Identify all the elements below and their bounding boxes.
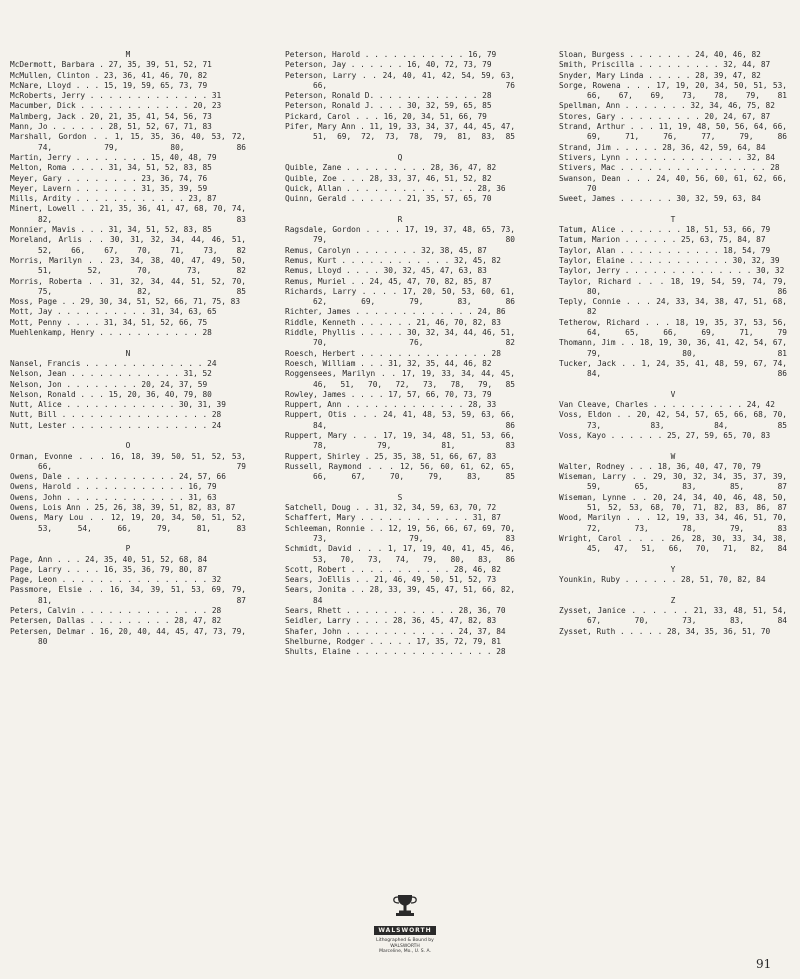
index-entry: Nelson, Jean . . . . . . . . . . . . 31, 52 xyxy=(10,369,212,379)
index-entry: Nutt, Bill . . . . . . . . . . . . . . . . 28 xyxy=(10,410,222,420)
index-entry: Mann, Jo . . . . . . 28, 51, 52, 67, 71, 83 xyxy=(10,122,212,132)
index-entry: Ruppert, Otis . . . 24, 41, 48, 53, 59, 63, 66, 84, 86 xyxy=(285,410,515,430)
index-entry: Richter, James . . . . . . . . . . . . . 24, 86 xyxy=(285,307,506,317)
index-entry: Voss, Eldon . . 20, 42, 54, 57, 65, 66, 68, 70, 73, 83, 84, 85 xyxy=(559,410,787,430)
index-entry: Rowley, James . . . . 17, 57, 66, 70, 73, 79 xyxy=(285,389,492,399)
index-entry: Passmore, Elsie . . 16, 34, 39, 51, 53, 69, 79, 81, 87 xyxy=(10,585,246,605)
index-entry: Strand, Jim . . . . . 28, 36, 42, 59, 64, 84 xyxy=(559,142,766,152)
index-entry: Shelburne, Rodger . . . . . 17, 35, 72, 79, 81 xyxy=(285,636,501,646)
index-section xyxy=(559,575,787,585)
index-entry: Mott, Penny . . . . 31, 34, 51, 52, 66, 75 xyxy=(10,317,208,327)
index-section xyxy=(10,359,246,431)
index-entry: Richards, Larry . . . . 17, 20, 50, 53, 60, 61, 62, 69, 79, 83, 86 xyxy=(285,286,515,307)
index-entry: Melton, Roma . . . . 31, 34, 51, 52, 83, 85 xyxy=(10,163,212,173)
index-entry: Pifer, Mary Ann . 11, 19, 33, 34, 37, 44, 45, 47, 51, 69, 72, 73, 78, 79, 81, 83, 85 xyxy=(285,122,516,142)
index-section xyxy=(10,452,246,534)
index-entry: Peterson, Harold . . . . . . . . . . . 16, 79 xyxy=(285,50,497,59)
index-entry: Morris, Roberta . . 31, 32, 34, 44, 51, 52, 70, 75, 82, 85 xyxy=(10,276,246,296)
index-column-2 xyxy=(285,50,515,668)
index-entry: Peterson, Jay . . . . . . 16, 40, 72, 73, 79 xyxy=(285,60,492,70)
index-entry: Page, Larry . . . . 16, 35, 36, 79, 80, 87 xyxy=(10,564,208,574)
index-entry: Remus, Muriel . . 24, 45, 47, 70, 82, 85, 87 xyxy=(285,276,492,286)
index-section xyxy=(285,503,515,657)
index-entry: Muehlenkamp, Henry . . . . . . . . . . . 28 xyxy=(10,328,212,338)
index-entry: Schmidt, David . . . 1, 17, 19, 40, 41, 45, 46, 53, 70, 73, 74, 79, 80, 83, 86 xyxy=(285,544,515,564)
index-column-1 xyxy=(10,50,246,658)
index-entry: Ruppert, Ann . . . . . . . . . . . . . 28, 33 xyxy=(285,400,497,410)
credit-line-2: WALSWORTH xyxy=(390,943,420,949)
index-entry: Taylor, Richard . . . 18, 19, 54, 59, 74, 79, 80, 86 xyxy=(559,276,787,296)
index-entry: Meyer, Lavern . . . . . . . 31, 35, 39, 59 xyxy=(10,183,208,193)
index-section xyxy=(559,50,787,204)
index-entry: Taylor, Alan . . . . . . . . . . . 18, 54, 79 xyxy=(559,245,771,255)
index-entry: Macumber, Dick . . . . . . . . . . . . 20, 23 xyxy=(10,101,222,111)
index-entry: Wood, Marilyn . . . 12, 19, 33, 34, 46, 51, 70, 72, 73, 78, 79, 83 xyxy=(559,513,787,533)
section-letter: V xyxy=(670,389,676,399)
printer-credit xyxy=(360,938,450,955)
index-entry: Wiseman, Larry . . 29, 30, 32, 34, 35, 37, 39, 59, 65, 83, 85, 87 xyxy=(559,472,787,492)
index-section xyxy=(559,225,787,379)
index-entry: Ruppert, Shirley . 25, 35, 38, 51, 66, 67, 83 xyxy=(285,451,497,461)
index-entry: Satchell, Doug . . 31, 32, 34, 59, 63, 70, 72 xyxy=(285,503,497,513)
index-entry: Marshall, Gordon . . 1, 15, 35, 36, 40, 53, 72, 74, 79, 80, 86 xyxy=(10,132,246,152)
index-entry: Tetherow, Richard . . . 18, 19, 35, 37, 53, 56, 64, 65, 66, 69, 71, 79 xyxy=(559,317,787,338)
index-entry: Stores, Gary . . . . . . . . . 20, 24, 67, 87 xyxy=(559,111,771,121)
index-section xyxy=(285,50,515,143)
index-entry: Sears, Jonita . . 28, 33, 39, 45, 47, 51, 66, 82, 84 xyxy=(285,585,516,605)
section-letter: Z xyxy=(670,595,676,605)
index-entry: Wiseman, Lynne . . 20, 24, 34, 40, 46, 48, 50, 51, 52, 53, 68, 70, 71, 82, 83, 86, 87 xyxy=(559,492,787,513)
index-entry: Russell, Raymond . . . 12, 56, 60, 61, 62, 65, 66, 67, 70, 79, 83, 85 xyxy=(285,461,515,482)
index-column-3 xyxy=(559,50,787,647)
trophy-cup-icon xyxy=(390,893,420,917)
index-entry: Minert, Lowell . . 21, 35, 36, 41, 47, 68, 70, 74, 82, 83 xyxy=(10,204,246,224)
index-entry: Tatum, Marion . . . . . . 25, 63, 75, 84, 87 xyxy=(559,235,766,245)
index-section xyxy=(559,400,787,441)
index-entry: McNare, Lloyd . . . 15, 19, 59, 65, 73, 79 xyxy=(10,80,208,90)
index-entry: McMullen, Clinton . 23, 36, 41, 46, 70, 82 xyxy=(10,70,208,80)
index-entry: Quible, Zoe . . . 28, 33, 37, 46, 51, 52, 82 xyxy=(285,173,492,183)
index-entry: Nansel, Francis . . . . . . . . . . . . . 24 xyxy=(10,358,217,368)
index-entry: Remus, Carolyn . . . . . . . 32, 38, 45, 87 xyxy=(285,245,487,255)
index-entry: Zysset, Ruth . . . . . 28, 34, 35, 36, 51, 70 xyxy=(559,626,771,636)
index-entry: Younkin, Ruby . . . . . . 28, 51, 70, 82, 84 xyxy=(559,575,766,585)
index-entry: Stivers, Lynn . . . . . . . . . . . . . 32, 84 xyxy=(559,152,775,162)
index-entry: Petersen, Dallas . . . . . . . . . 28, 47, 82 xyxy=(10,616,222,626)
index-entry: Sweet, James . . . . . . 30, 32, 59, 63, 84 xyxy=(559,194,761,204)
index-entry: Nelson, Jon . . . . . . . . 20, 24, 37, 59 xyxy=(10,379,208,389)
index-entry: Thomann, Jim . . 18, 19, 30, 36, 41, 42, 54, 67, 79, 80, 81 xyxy=(559,338,787,358)
index-entry: Stivers, Mac . . . . . . . . . . . . . . . . 28 xyxy=(559,163,780,173)
index-entry: Owens, Dale . . . . . . . . . . . . 24, 57, 66 xyxy=(10,472,226,482)
index-entry: Tatum, Alice . . . . . . . 18, 51, 53, 66, 79 xyxy=(559,225,771,235)
index-entry: Seidler, Larry . . . . 28, 36, 45, 47, 82, 83 xyxy=(285,616,497,626)
index-entry: Ruppert, Mary . . . 17, 19, 34, 48, 51, 53, 66, 78, 79, 81, 83 xyxy=(285,430,515,451)
section-letter: Q xyxy=(397,152,403,162)
page-number: 91 xyxy=(756,957,772,971)
index-entry: Snyder, Mary Linda . . . . . 28, 39, 47, 82 xyxy=(559,70,761,80)
index-entry: Nelson, Ronald . . . 15, 20, 36, 40, 79, 80 xyxy=(10,389,212,399)
section-letter: S xyxy=(397,492,403,502)
index-entry: Owens, Lois Ann . 25, 26, 38, 39, 51, 82, 83, 87 xyxy=(10,503,236,513)
index-entry: Tucker, Jack . . 1, 24, 35, 41, 48, 59, 67, 74, 84, 86 xyxy=(559,358,787,379)
section-letter: N xyxy=(125,348,131,358)
index-section xyxy=(285,163,515,204)
index-entry: Remus, Kurt . . . . . . . . . . . . 32, 45, 82 xyxy=(285,255,501,265)
index-entry: Peters, Calvin . . . . . . . . . . . . . . 28 xyxy=(10,606,222,616)
index-entry: Peterson, Larry . . 24, 40, 41, 42, 54, 59, 63, 66, 76 xyxy=(285,70,515,90)
index-entry: Roesch, Herbert . . . . . . . . . . . . . . 28 xyxy=(285,348,501,358)
index-entry: Owens, John . . . . . . . . . . . . . 31, 63 xyxy=(10,492,217,502)
index-entry: Sorge, Rowena . . . 17, 19, 20, 34, 50, 51, 53, 66, 67, 69, 73, 78, 79, 81 xyxy=(559,80,787,101)
index-entry: Martin, Jerry . . . . . . . . 15, 40, 48, 79 xyxy=(10,152,217,162)
index-entry: Ragsdale, Gordon . . . . 17, 19, 37, 48, 65, 73, 79, 80 xyxy=(285,225,515,245)
index-entry: Teply, Connie . . . 24, 33, 34, 38, 47, 51, 68, 82 xyxy=(559,297,787,317)
index-section xyxy=(285,225,515,482)
section-letter: P xyxy=(125,544,131,554)
index-entry: Sears, JoEllis . . 21, 46, 49, 50, 51, 52, 73 xyxy=(285,575,497,585)
index-entry: Mills, Ardity . . . . . . . . . . . . 23, 87 xyxy=(10,194,217,204)
index-entry: Nutt, Alice . . . . . . . . . . . . 30, 31, 39 xyxy=(10,400,226,410)
index-entry: Roesch, William . . . 31, 32, 35, 44, 46, 82 xyxy=(285,358,492,368)
index-entry: Voss, Kayo . . . . . . 25, 27, 59, 65, 70, 83 xyxy=(559,430,771,440)
brand-plate: WALSWORTH xyxy=(374,926,435,935)
credit-line-1: Lithographed & Bound by xyxy=(376,938,434,943)
index-entry: Petersen, Delmar . 16, 20, 40, 44, 45, 47, 73, 79, 80 xyxy=(10,626,246,646)
index-entry: Page, Leon . . . . . . . . . . . . . . . . 32 xyxy=(10,575,222,585)
index-section xyxy=(10,555,246,648)
index-entry: Shults, Elaine . . . . . . . . . . . . . . . 28 xyxy=(285,647,506,657)
index-entry: Schleeman, Ronnie . . 12, 19, 56, 66, 67, 69, 70, 73, 79, 83 xyxy=(285,523,516,543)
section-letter: R xyxy=(397,214,403,224)
index-entry: Remus, Lloyd . . . . 30, 32, 45, 47, 63, 83 xyxy=(285,266,487,276)
index-section xyxy=(559,606,787,637)
section-letter: T xyxy=(670,214,676,224)
section-letter: O xyxy=(125,441,131,451)
credit-line-3: Marceline, Mo., U. S. A. xyxy=(379,949,431,954)
index-entry: Roggensees, Marilyn . . 17, 19, 33, 34, 44, 45, 46, 51, 70, 72, 73, 78, 79, 85 xyxy=(285,369,515,389)
index-entry: Swanson, Dean . . . 24, 40, 56, 60, 61, 62, 66, 70 xyxy=(559,173,787,193)
index-entry: Riddle, Kenneth . . . . . . 21, 46, 70, 82, 83 xyxy=(285,317,501,327)
index-entry: McRoberts, Jerry . . . . . . . . . . . . . 31 xyxy=(10,91,222,101)
index-entry: Zysset, Janice . . . . . . 21, 33, 48, 51, 54, 67, 70, 73, 83, 84 xyxy=(559,606,787,626)
index-entry: Shafer, John . . . . . . . . . . . . 24, 37, 84 xyxy=(285,626,506,636)
index-entry: Quible, Zane . . . . . . . . . 28, 36, 47, 82 xyxy=(285,163,497,173)
index-entry: Walter, Rodney . . . 18, 36, 40, 47, 70, 79 xyxy=(559,461,761,471)
index-entry: Van Cleave, Charles . . . . . . . . . . 24, 42 xyxy=(559,400,775,410)
index-entry: Peterson, Ronald D. . . . . . . . . . . . 28 xyxy=(285,91,492,101)
index-entry: Wright, Carol . . . . 26, 28, 30, 33, 34, 38, 45, 47, 51, 66, 70, 71, 82, 84 xyxy=(559,533,787,554)
index-entry: Taylor, Jerry . . . . . . . . . . . . . . 30, 32 xyxy=(559,266,785,276)
index-entry: McDermott, Barbara . 27, 35, 39, 51, 52, 71 xyxy=(10,60,212,70)
index-entry: Page, Ann . . . 24, 35, 40, 51, 52, 68, 84 xyxy=(10,554,208,564)
index-entry: Malmberg, Jack . 20, 21, 35, 41, 54, 56, 73 xyxy=(10,111,212,121)
index-entry: Strand, Arthur . . . 11, 19, 48, 50, 56, 64, 66, 69, 71, 76, 77, 79, 86 xyxy=(559,122,787,142)
index-entry: Morris, Marilyn . . 23, 34, 38, 40, 47, 49, 50, 51, 52, 70, 73, 82 xyxy=(10,255,246,276)
index-entry: Nutt, Lester . . . . . . . . . . . . . . . 24 xyxy=(10,420,222,430)
index-entry: Smith, Priscilla . . . . . . . . . 32, 44, 87 xyxy=(559,60,771,70)
index-section xyxy=(559,462,787,555)
index-entry: Riddle, Phyllis . . . . . 30, 32, 34, 44, 46, 51, 70, 76, 82 xyxy=(285,328,516,348)
index-entry: Mott, Jay . . . . . . . . . . 31, 34, 63, 65 xyxy=(10,307,217,317)
section-letter: Y xyxy=(670,564,676,574)
index-entry: Owens, Harold . . . . . . . . . . . . 16, 79 xyxy=(10,482,217,492)
index-entry: Sears, Rhett . . . . . . . . . . . . 28, 36, 70 xyxy=(285,606,506,616)
section-letter: W xyxy=(670,451,676,461)
index-entry: Monnier, Mavis . . . 31, 34, 51, 52, 83, 85 xyxy=(10,225,212,235)
index-entry: Quinn, Gerald . . . . . . 21, 35, 57, 65, 70 xyxy=(285,194,492,204)
index-entry: Sloan, Burgess . . . . . . . 24, 40, 46, 82 xyxy=(559,50,761,59)
index-entry: Taylor, Elaine . . . . . . . . . . . 30, 32, 39 xyxy=(559,255,780,265)
index-entry: Meyer, Gary . . . . . . . . 23, 36, 74, 76 xyxy=(10,173,208,183)
index-entry: Moreland, Arlis . . 30, 31, 32, 34, 44, 46, 51, 52, 66, 67, 70, 71, 73, 82 xyxy=(10,235,246,255)
publisher-footer xyxy=(360,893,450,955)
index-section xyxy=(10,60,246,338)
index-entry: Peterson, Ronald J. . . . 30, 32, 59, 65, 85 xyxy=(285,101,492,111)
index-entry: Pickard, Carol . . . 16, 20, 34, 51, 66, 79 xyxy=(285,111,487,121)
index-entry: Moss, Page . . 29, 30, 34, 51, 52, 66, 71, 75, 83 xyxy=(10,297,241,307)
index-entry: Orman, Evonne . . . 16, 18, 39, 50, 51, 52, 53, 66, 79 xyxy=(10,451,246,471)
section-letter: M xyxy=(125,50,131,59)
index-entry: Quick, Allan . . . . . . . . . . . . . . 28, 36 xyxy=(285,183,506,193)
index-entry: Spellman, Ann . . . . . . . 32, 34, 46, 75, 82 xyxy=(559,101,775,111)
index-entry: Owens, Mary Lou . . 12, 19, 20, 34, 50, 51, 52, 53, 54, 66, 79, 81, 83 xyxy=(10,513,246,533)
index-entry: Scott, Robert . . . . . . . . . . . 28, 46, 82 xyxy=(285,564,501,574)
index-entry: Schaffert, Mary . . . . . . . . . . . . 31, 87 xyxy=(285,513,501,523)
